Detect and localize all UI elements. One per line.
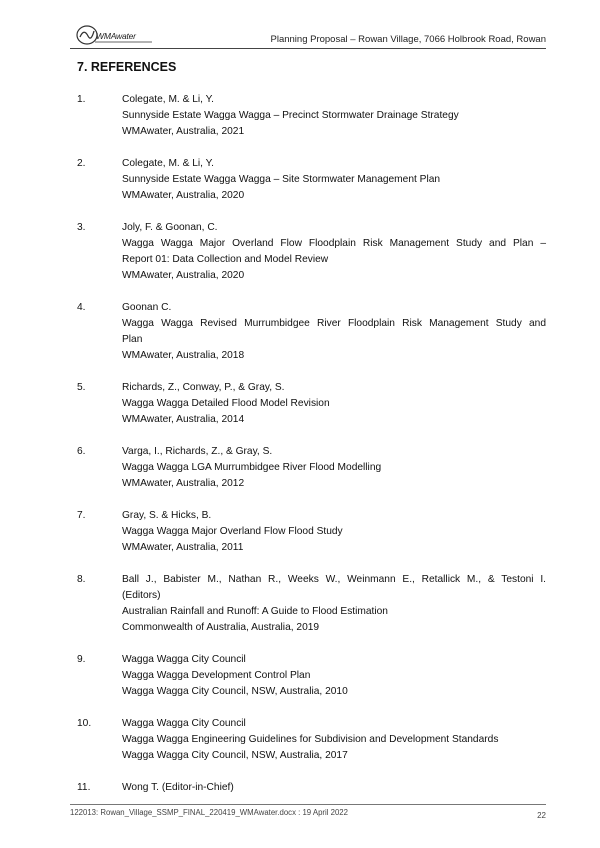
reference-body xyxy=(122,156,546,204)
reference-line: WMAwater, Australia, 2011 xyxy=(122,542,244,553)
reference-item xyxy=(77,380,547,428)
logo-text: WMAwater xyxy=(96,31,136,41)
reference-line: Richards, Z., Conway, P., & Gray, S. xyxy=(122,382,285,393)
reference-line: WMAwater, Australia, 2020 xyxy=(122,270,245,281)
reference-body xyxy=(122,780,546,796)
reference-line: Joly, F. & Goonan, C. xyxy=(122,222,218,233)
reference-item xyxy=(77,716,547,764)
reference-number: 3. xyxy=(77,222,86,233)
reference-body xyxy=(122,220,546,284)
reference-line: Gray, S. & Hicks, B. xyxy=(122,510,212,521)
reference-item xyxy=(77,652,547,700)
reference-line: Commonwealth of Australia, Australia, 2019 xyxy=(122,622,320,633)
reference-item xyxy=(77,300,547,364)
reference-line: WMAwater, Australia, 2020 xyxy=(122,190,245,201)
reference-item xyxy=(77,508,547,556)
reference-line: WMAwater, Australia, 2014 xyxy=(122,414,245,425)
reference-item xyxy=(77,444,547,492)
reference-number: 9. xyxy=(77,654,86,665)
reference-line: Varga, I., Richards, Z., & Gray, S. xyxy=(122,446,273,457)
reference-body xyxy=(122,380,546,428)
reference-item xyxy=(77,92,547,140)
reference-item xyxy=(77,780,547,796)
reference-line: Wagga Wagga City Council, NSW, Australia, 2010 xyxy=(122,686,348,697)
reference-number: 4. xyxy=(77,302,86,313)
reference-number: 5. xyxy=(77,382,86,393)
reference-line: Sunnyside Estate Wagga Wagga – Site Stormwater Management Plan xyxy=(122,174,441,185)
reference-line: Wagga Wagga Revised Murrumbidgee River Floodplain Risk Management Study and xyxy=(122,318,546,329)
reference-body xyxy=(122,508,546,556)
reference-body xyxy=(122,92,546,140)
reference-line: Wagga Wagga Major Overland Flow Floodplain Risk Management Study and Plan – xyxy=(122,238,546,249)
reference-line: Wagga Wagga City Council xyxy=(122,718,246,729)
reference-number: 2. xyxy=(77,158,86,169)
reference-line: Wagga Wagga Major Overland Flow Flood Study xyxy=(122,526,343,537)
reference-body xyxy=(122,444,546,492)
reference-body xyxy=(122,572,546,636)
reference-line: Plan xyxy=(122,334,143,345)
wmawater-logo xyxy=(74,22,154,46)
reference-line: Report 01: Data Collection and Model Review xyxy=(122,254,329,265)
reference-line: Wagga Wagga LGA Murrumbidgee River Flood Modelling xyxy=(122,462,382,473)
reference-line: WMAwater, Australia, 2012 xyxy=(122,478,245,489)
reference-list xyxy=(77,92,547,812)
reference-number: 1. xyxy=(77,94,86,105)
reference-body xyxy=(122,716,546,764)
reference-line: Goonan C. xyxy=(122,302,172,313)
reference-line: Australian Rainfall and Runoff: A Guide to Flood Estimation xyxy=(122,606,388,617)
reference-line: WMAwater, Australia, 2018 xyxy=(122,350,245,361)
reference-number: 8. xyxy=(77,574,86,585)
reference-line: Wagga Wagga Development Control Plan xyxy=(122,670,311,681)
reference-line: Wagga Wagga City Council xyxy=(122,654,246,665)
reference-line: Wagga Wagga Detailed Flood Model Revision xyxy=(122,398,330,409)
page-header xyxy=(70,22,546,49)
reference-item xyxy=(77,572,547,636)
reference-line: Ball J., Babister M., Nathan R., Weeks W., Weinmann E., Retallick M., & Testoni I. xyxy=(122,574,546,585)
reference-body xyxy=(122,300,546,364)
reference-line: Wagga Wagga Engineering Guidelines for Subdivision and Development Standards xyxy=(122,734,499,745)
page-footer xyxy=(70,804,546,820)
header-title: Planning Proposal – Rowan Village, 7066 Holbrook Road, Rowan xyxy=(270,34,546,45)
reference-line: (Editors) xyxy=(122,590,161,601)
page-number: 22 xyxy=(537,811,546,820)
reference-body xyxy=(122,652,546,700)
section-title: 7. REFERENCES xyxy=(77,60,177,74)
reference-line: Colegate, M. & Li, Y. xyxy=(122,94,214,105)
reference-line: Sunnyside Estate Wagga Wagga – Precinct Stormwater Drainage Strategy xyxy=(122,110,459,121)
footer-doc-info: 122013: Rowan_Village_SSMP_FINAL_220419_WMAwater.docx : 19 April 2022 xyxy=(70,808,348,817)
reference-number: 7. xyxy=(77,510,86,521)
reference-line: Wong T. (Editor-in-Chief) xyxy=(122,782,234,793)
reference-line: Wagga Wagga City Council, NSW, Australia, 2017 xyxy=(122,750,348,761)
reference-item xyxy=(77,156,547,204)
reference-item xyxy=(77,220,547,284)
reference-line: Colegate, M. & Li, Y. xyxy=(122,158,214,169)
reference-line: WMAwater, Australia, 2021 xyxy=(122,126,245,137)
reference-number: 10. xyxy=(77,718,92,729)
reference-number: 6. xyxy=(77,446,86,457)
reference-number: 11. xyxy=(77,782,91,793)
